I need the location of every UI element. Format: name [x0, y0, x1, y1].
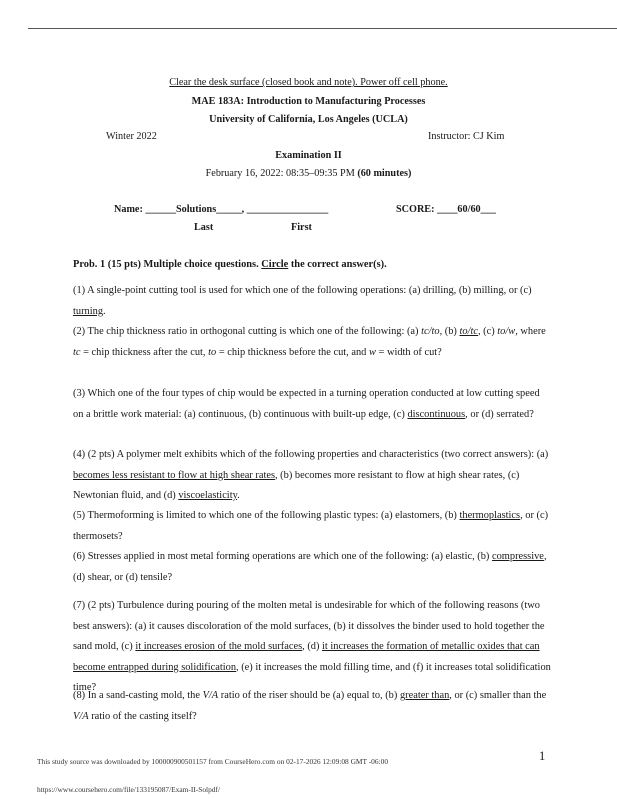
name-line	[114, 204, 328, 215]
q8-ratio: V/A	[202, 690, 219, 701]
q7-text: (7) (2 pts) Turbulence during pouring of the molten metal is undesirable for which of the following reasons (two best answers): (a) it causes discoloration of the mold surfaces, (b) it dissolves the binder used to hold together the sand mold, (c)	[73, 600, 545, 652]
heading-circle-word: Circle	[261, 259, 289, 270]
name-value: Solutions	[175, 204, 217, 215]
score-label: SCORE:	[396, 204, 438, 215]
q5-answer: thermoplastics	[459, 510, 521, 521]
q2-text: = chip thickness before the cut, and	[216, 346, 369, 358]
university-name: University of California, Los Angeles (UCLA)	[209, 114, 408, 125]
heading-text: Prob. 1 (15 pts) Multiple choice questions.	[73, 259, 262, 270]
score-value: 60/60	[457, 204, 481, 215]
q7-text: , (e) it increases the mold filling time, and (f) it increases total solidification time?	[73, 661, 551, 693]
q8-text: (8) In a sand-casting mold, the	[73, 690, 203, 701]
q8-text: ratio of the riser should be (a) equal to, (b)	[218, 690, 400, 701]
q8-answer: greater than	[399, 690, 450, 701]
question-3	[73, 384, 551, 425]
q3-answer: discontinuous	[407, 408, 466, 420]
q2-text: (2) The chip thickness ratio in orthogonal cutting is which one of the following: (a)	[73, 326, 422, 337]
q2-option-a: tc/to	[421, 326, 440, 337]
score-blank: ____	[437, 204, 458, 215]
date-time: February 16, 2022: 08:35–09:35 PM	[205, 168, 355, 179]
question-2	[73, 322, 551, 363]
instructions-text: Clear the desk surface (closed book and note). Power off cell phone.	[169, 77, 448, 88]
q4-answer-d: viscoelasticity	[178, 490, 238, 501]
q3-text: , or (d) serrated?	[465, 408, 534, 420]
heading-text: the correct answer(s).	[288, 259, 387, 270]
score-line	[396, 204, 496, 215]
q2-text: = chip thickness after the cut,	[80, 346, 209, 358]
q3-text: (3) Which one of the four types of chip would be expected in a turning operation conducted at low cutting speed on a brittle work material: (a) continuous, (b) continuous with built-up edge, (c)	[73, 388, 540, 420]
download-note: This study source was downloaded by 100000900501157 from CourseHero.com on 02-17-2026 12:09:08 GMT -06:00	[37, 757, 389, 766]
q7-answer-c: it increases erosion of the mold surfaces	[135, 641, 303, 652]
exam-instructions	[0, 77, 617, 88]
q2-var-w: w	[368, 346, 376, 358]
question-4	[73, 445, 551, 507]
q6-text: (6) Stresses applied in most metal forming operations are which one of the following: (a) elastic, (b)	[73, 551, 492, 562]
problem-heading	[73, 258, 551, 272]
first-label: First	[291, 222, 312, 233]
q2-answer: to/tc	[459, 326, 478, 337]
question-7	[73, 596, 551, 699]
exam-date	[0, 168, 617, 179]
q1-answer: turning	[73, 305, 104, 317]
q2-text: = width of cut?	[375, 346, 442, 358]
name-label: Name:	[114, 204, 146, 215]
q2-option-c: to/w	[497, 326, 516, 337]
q2-text: , (b)	[439, 326, 460, 337]
term: Winter 2022	[106, 131, 157, 142]
q5-text: , or (c) thermosets?	[73, 510, 549, 542]
score-blank: ___	[480, 204, 496, 215]
q4-text: , (b) becomes more resistant to flow at high shear rates, (c) Newtonian fluid, and (d)	[73, 469, 520, 501]
q2-var-to: to	[208, 346, 217, 358]
instructor: Instructor: CJ Kim	[428, 131, 505, 142]
q4-text: (4) (2 pts) A polymer melt exhibits which of the following properties and characteristics (two correct answers): (a)	[73, 449, 549, 460]
q5-text: (5) Thermoforming is limited to which one of the following plastic types: (a) elastomers, (b)	[73, 510, 460, 521]
q8-text: ratio of the casting itself?	[88, 710, 197, 722]
course-title: MAE 183A: Introduction to Manufacturing Processes	[191, 96, 426, 107]
question-6	[73, 547, 551, 588]
q6-text: , (d) shear, or (d) tensile?	[73, 551, 547, 583]
q2-text: , where	[515, 326, 546, 337]
q8-ratio: V/A	[73, 710, 89, 722]
page-number: 1	[539, 749, 546, 763]
name-blank: _____	[216, 204, 242, 215]
q7-text: , (d)	[302, 641, 323, 652]
first-name-blank: , ________________	[241, 204, 329, 215]
q8-text: , or (c) smaller than the	[449, 690, 547, 701]
question-1	[73, 281, 551, 322]
exam-title: Examination II	[275, 150, 342, 161]
q6-answer: compressive	[491, 551, 544, 562]
top-rule	[28, 28, 617, 29]
q2-text: , (c)	[477, 326, 498, 337]
q7-answer-d: it increases the formation of metallic oxides that can become entrapped during solidification	[73, 641, 540, 673]
question-5	[73, 506, 551, 547]
duration: (60 minutes)	[357, 168, 412, 179]
source-url[interactable]: https://www.coursehero.com/file/133195087/Exam-II-Solpdf/	[37, 785, 221, 794]
q1-text: .	[103, 305, 106, 317]
last-label: Last	[194, 222, 214, 233]
q2-var-tc: tc	[73, 346, 81, 358]
q4-text: .	[237, 490, 240, 501]
question-8	[73, 686, 551, 727]
q4-answer-a: becomes less resistant to flow at high shear rates	[73, 469, 275, 481]
q1-text: (1) A single-point cutting tool is used for which one of the following operations: (a) drilling, (b) milling, or (c)	[73, 285, 532, 296]
name-blank: ______	[145, 204, 176, 215]
